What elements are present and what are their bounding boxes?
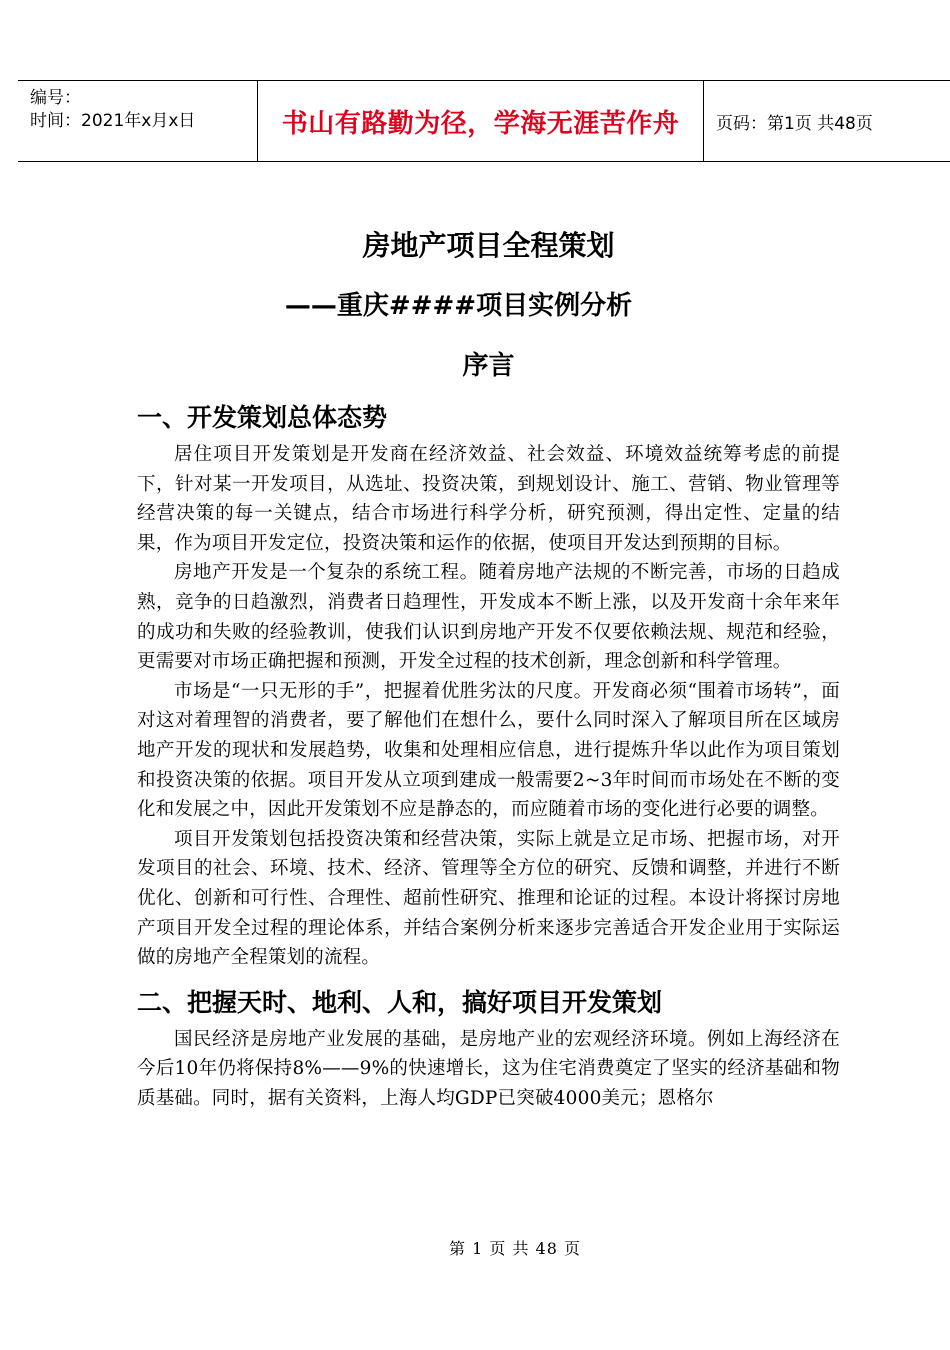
document-body xyxy=(137,228,840,1113)
section-heading-2: 二、把握天时、地利、人和，搞好项目开发策划 xyxy=(137,987,663,1017)
paragraph: 国民经济是房地产业发展的基础，是房地产业的宏观经济环境。例如上海经济在今后10年仍将保持8%——9%的快速增长，这为住宅消费奠定了坚实的经济基础和物质基础。同时，据有关资料，上海人均GDP已突破4000美元；恩格尔 xyxy=(137,1028,840,1109)
footer-page-number: 第 1 页 共 48 页 xyxy=(449,1239,581,1258)
header-motto-cell xyxy=(258,81,704,161)
section-heading-1: 一、开发策划总体态势 xyxy=(137,403,388,432)
time-label: 时间：2021年x月x日 xyxy=(30,111,196,131)
paragraph: 市场是“一只无形的手”，把握着优胜劣汰的尺度。开发商必须“围着市场转”，面对这对着理智的消费者，要了解他们在想什么，要什么同时深入了解项目所在区域房地产开发的现状和发展趋势，收集和处理相应信息，进行提炼升华以此作为项目策划和投资决策的依据。项目开发从立项到建成一般需要2~3年时间而市场处在不断的变化和发展之中，因此开发策划不应是静态的，而应随着市场的变化进行必要的调整。 xyxy=(137,680,840,821)
page-number-label: 页码：第1页 共48页 xyxy=(716,113,873,134)
serial-number-label: 编号： xyxy=(30,88,81,108)
paragraph: 房地产开发是一个复杂的系统工程。随着房地产法规的不断完善，市场的日趋成熟，竞争的日趋激烈，消费者日趋理性，开发成本不断上涨，以及开发商十余年来年的成功和失败的经验教训，使我们认识到房地产开发不仅要依赖法规、规范和经验，更需要对市场正确把握和预测，开发全过程的技术创新，理念创新和科学管理。 xyxy=(137,562,840,673)
preface-heading: 序言 xyxy=(462,351,515,381)
document-title: 房地产项目全程策划 xyxy=(362,229,615,262)
page-footer xyxy=(0,1236,950,1259)
page-header xyxy=(18,80,950,162)
header-page-cell xyxy=(704,81,950,161)
document-subtitle: ——重庆####项目实例分析 xyxy=(284,291,633,321)
header-meta xyxy=(18,81,258,161)
motto-text: 书山有路勤为径，学海无涯苦作舟 xyxy=(281,108,680,139)
paragraph: 项目开发策划包括投资决策和经营决策，实际上就是立足市场、把握市场，对开发项目的社会、环境、技术、经济、管理等全方位的研究、反馈和调整，并进行不断优化、创新和可行性、合理性、超前性研究、推理和论证的过程。本设计将探讨房地产项目开发全过程的理论体系，并结合案例分析来逐步完善适合开发企业用于实际运做的房地产全程策划的流程。 xyxy=(137,828,840,969)
paragraph: 居住项目开发策划是开发商在经济效益、社会效益、环境效益统筹考虑的前提下，针对某一开发项目，从选址、投资决策，到规划设计、施工、营销、物业管理等经营决策的每一关键点，结合市场进行科学分析，研究预测，得出定性、定量的结果，作为项目开发定位，投资决策和运作的依据，使项目开发达到预期的目标。 xyxy=(137,444,840,554)
